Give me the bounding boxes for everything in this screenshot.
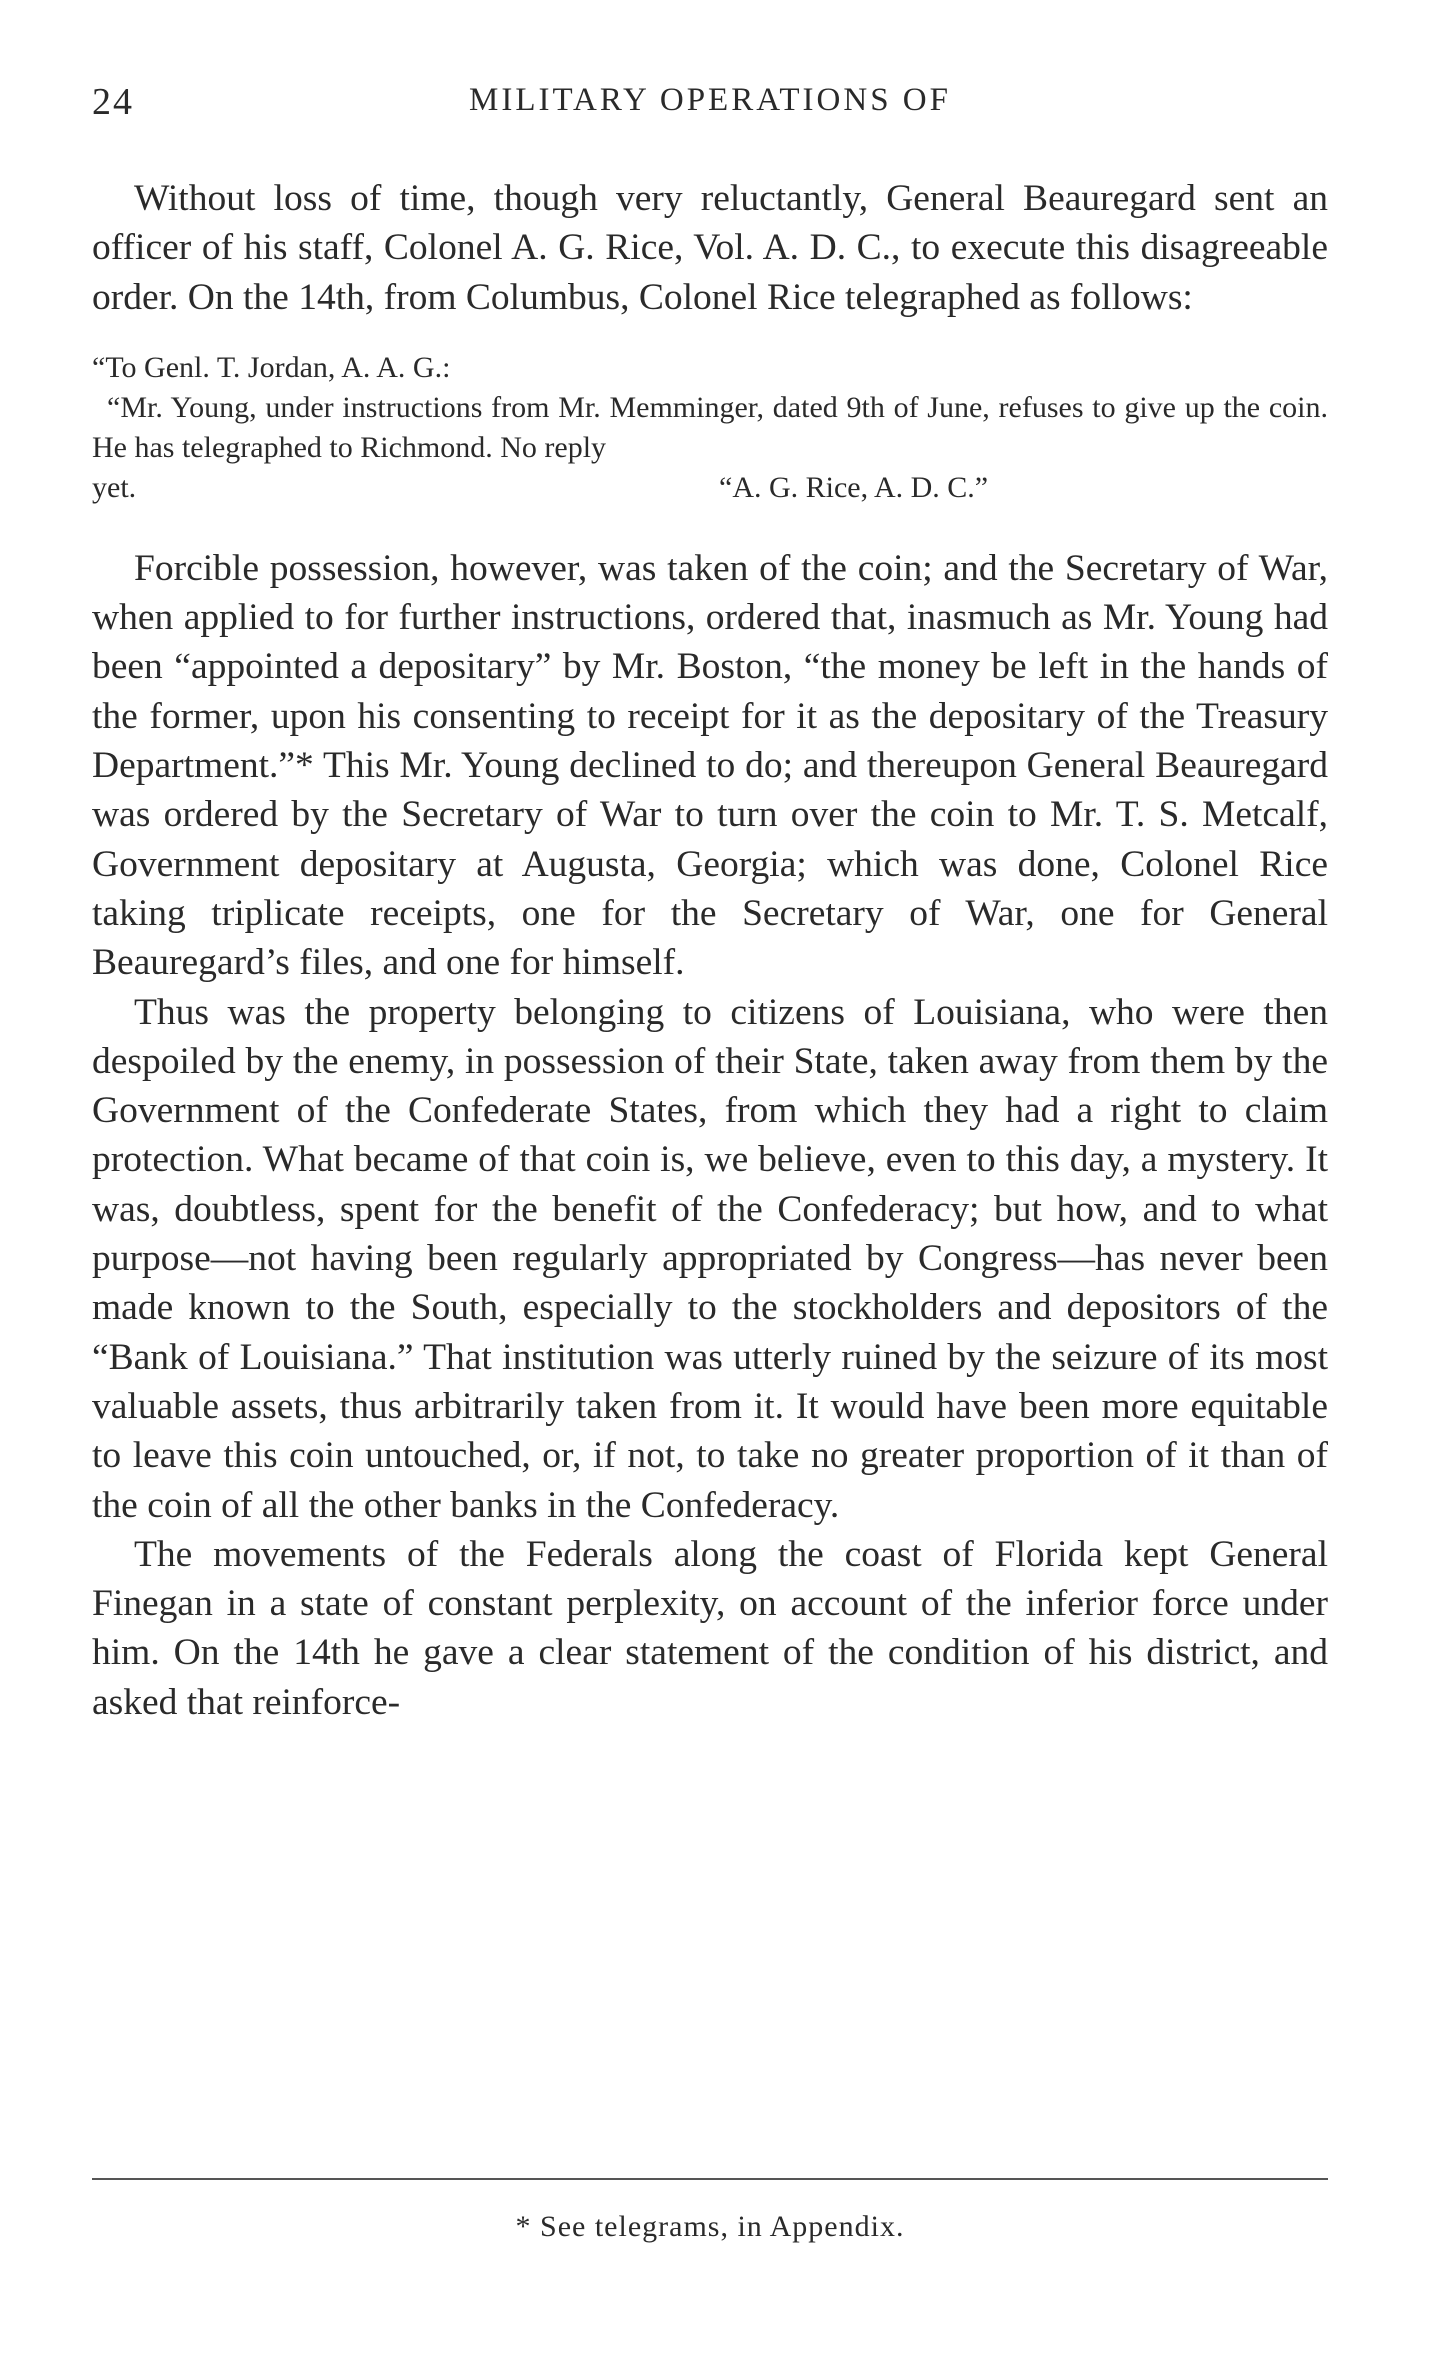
footnote: * See telegrams, in Appendix. (515, 2210, 905, 2243)
telegram-address: “To Genl. T. Jordan, A. A. G.: (92, 350, 451, 384)
telegram-signature-line (92, 468, 1328, 508)
body-text (92, 174, 1328, 1727)
telegram-signature: “A. G. Rice, A. D. C.” (719, 470, 989, 504)
telegram-message (92, 388, 1328, 468)
paragraph-4: The movements of the Federals along the coast of Florida kept General Finegan in a state of constant perplexity, on account of the inferior force under him. On the 14th he gave a clear statement of the condition of his district, and asked that reinforce- (92, 1533, 1328, 1723)
footnote-divider (92, 2178, 1328, 2180)
telegram-last-word: yet. (92, 470, 137, 504)
paragraph-3: Thus was the property belonging to citizens of Louisiana, who were then despoiled by the enemy, in possession of their State, taken away from them by the Government of the Confederate States, from which they had a right to claim protection. What became of that coin is, we believe, even to this day, a mystery. It was, doubtless, spent for the benefit of the Confederacy; but how, and to what purpose—not having been regularly appropriated by Congress—has never been made known to the South, especially to the stockholders and depositors of the “Bank of Louisiana.” That institution was utterly ruined by the seizure of its most valuable assets, thus arbitrarily taken from it. It would have been more equitable to leave this coin untouched, or, if not, to take no greater proportion of it than of the coin of all the other banks in the Confederacy. (92, 991, 1328, 1526)
telegram-quote (92, 348, 1328, 508)
paragraph-2: Forcible possession, however, was taken of the coin; and the Secretary of War, when applied to for further instructions, ordered that, inasmuch as Mr. Young had been “appointed a depositary” by Mr. Boston, “the money be left in the hands of the former, upon his consenting to receipt for it as the depositary of the Treasury Department.”* This Mr. Young declined to do; and thereupon General Beauregard was ordered by the Secretary of War to turn over the coin to Mr. T. S. Metcalf, Government depositary at Augusta, Georgia; which was done, Colonel Rice taking triplicate receipts, one for the Secretary of War, one for General Beauregard’s files, and one for himself. (92, 547, 1328, 984)
page-number: 24 (92, 81, 134, 123)
telegram-message-text: “Mr. Young, under instructions from Mr. Memminger, dated 9th of June, refuses to give up the coin. He has telegraphed to Richmond. No reply (92, 390, 1328, 464)
paragraph-1: Without loss of time, though very reluctantly, General Beauregard sent an officer of his staff, Colonel A. G. Rice, Vol. A. D. C., to execute this disagreeable order. On the 14th, from Columbus, Colonel Rice telegraphed as follows: (92, 178, 1328, 318)
book-page (92, 80, 1328, 2243)
running-title: MILITARY OPERATIONS OF (469, 82, 951, 118)
running-head (92, 80, 1328, 130)
